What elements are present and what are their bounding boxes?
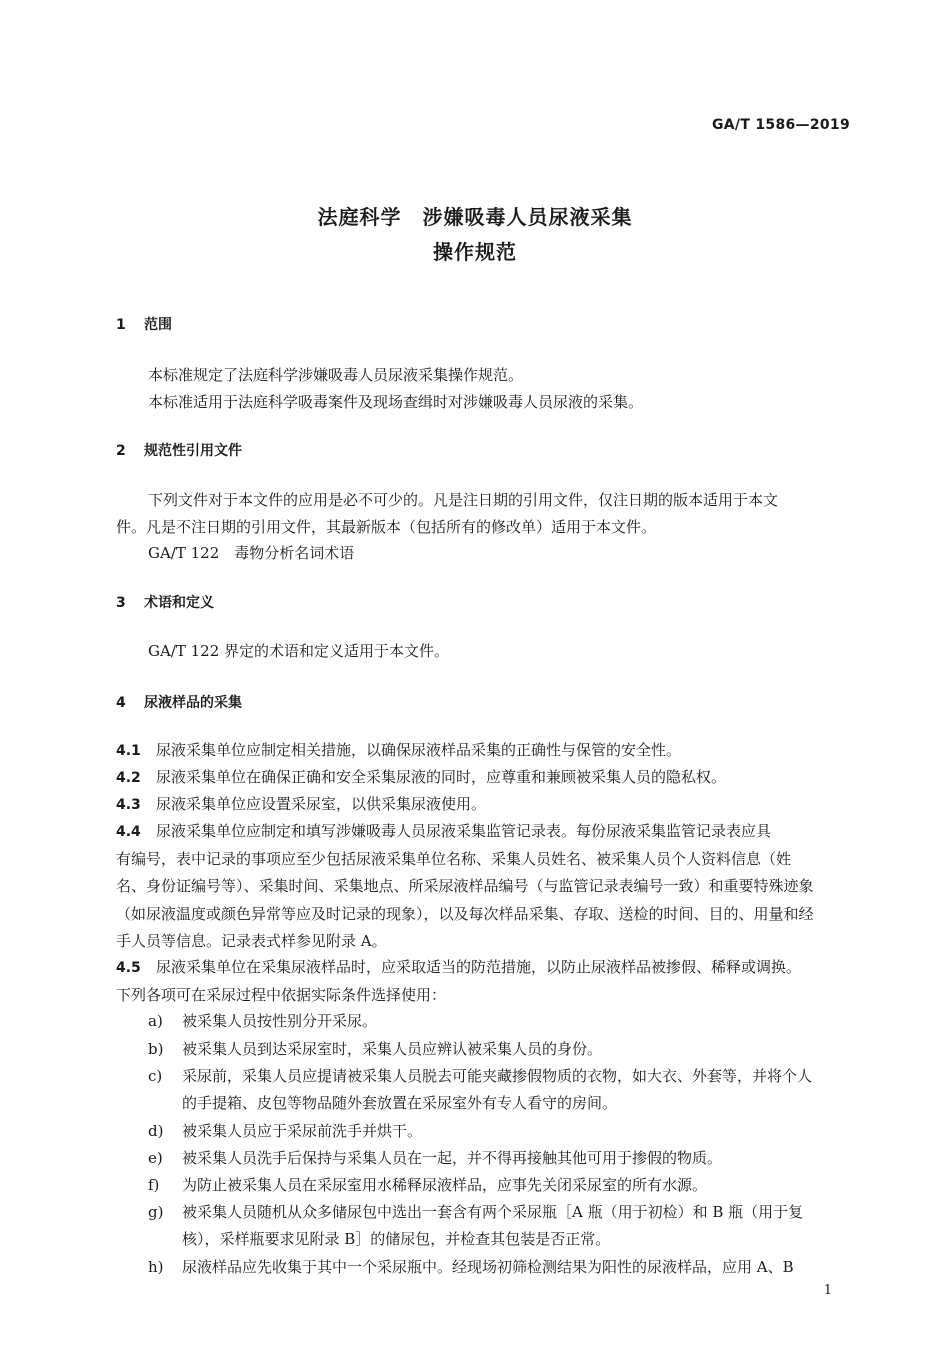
section-heading-normative-references (116, 440, 242, 460)
section-title: 范围 (144, 317, 172, 333)
references-paragraph-line2: 件。凡是不注日期的引用文件，其最新版本（包括所有的修改单）适用于本文件。 (116, 518, 657, 536)
clause-text-line2: 下列各项可在采尿过程中依据实际条件选择使用： (116, 986, 447, 1005)
section-heading-scope (116, 314, 172, 334)
clause-4-1 (116, 737, 856, 765)
list-item-text: 被采集人员应于采尿前洗手并烘干。 (182, 1122, 423, 1140)
section-number: 1 (116, 317, 126, 333)
list-item-text-line1: 被采集人员随机从众多储尿包中选出一套含有两个采尿瓶［A 瓶（用于初检）和 B 瓶（用于复 (182, 1203, 804, 1221)
list-item-f (148, 1172, 858, 1199)
list-item-text: 被采集人员按性别分开采尿。 (182, 1012, 378, 1030)
list-item-text-line1: 采尿前，采集人员应提请被采集人员脱去可能夹藏掺假物质的衣物，如大衣、外套等，并将个人 (182, 1067, 813, 1085)
clause-text-line5: 手人员等信息。记录表式样参见附录 A。 (116, 931, 387, 950)
list-item-label: b) (148, 1040, 164, 1058)
section-number: 4 (116, 695, 126, 711)
reference-entry: GA/T 122 毒物分析名词术语 (148, 544, 355, 562)
list-item-label: a) (148, 1012, 163, 1030)
list-item-label: d) (148, 1122, 164, 1140)
list-item-text: 为防止被采集人员在采尿室用水稀释尿液样品，应事先关闭采尿室的所有水源。 (182, 1176, 708, 1194)
list-item-g (148, 1199, 858, 1253)
document-title-line2: 操作规范 (433, 240, 517, 264)
document-title-line1: 法庭科学 涉嫌吸毒人员尿液采集 (317, 205, 633, 229)
list-item-label: g) (148, 1203, 164, 1221)
section-heading-urine-collection (116, 692, 242, 712)
clause-number: 4.1 (116, 743, 141, 759)
clause-text-line1: 尿液采集单位应制定和填写涉嫌吸毒人员尿液采集监管记录表。每份尿液采集监管记录表应具 (156, 822, 772, 840)
list-item-text: 尿液样品应先收集于其中一个采尿瓶中。经现场初筛检测结果为阳性的尿液样品，应用 A、B (182, 1258, 794, 1276)
list-item-text-line2: 的手提箱、皮包等物品随外套放置在采尿室外有专人看守的房间。 (182, 1094, 618, 1113)
clause-text-line3: 名、身份证编号等）、采集时间、采集地点、所采尿液样品编号（与监管记录表编号一致）和重要特殊迹象 (116, 877, 814, 896)
clause-text: 尿液采集单位在确保正确和安全采集尿液的同时，应尊重和兼顾被采集人员的隐私权。 (156, 768, 727, 786)
section-number: 3 (116, 595, 126, 611)
clause-number: 4.2 (116, 770, 141, 786)
list-item-text: 被采集人员到达采尿室时，采集人员应辨认被采集人员的身份。 (182, 1040, 603, 1058)
list-item-b (148, 1036, 858, 1063)
section-title: 尿液样品的采集 (144, 695, 242, 711)
list-item-e (148, 1145, 858, 1172)
clause-number: 4.4 (116, 824, 141, 840)
clause-4-5 (116, 954, 856, 1009)
list-item-label: c) (148, 1067, 163, 1085)
clause-text: 尿液采集单位应制定相关措施，以确保尿液样品采集的正确性与保管的安全性。 (156, 741, 682, 759)
references-paragraph-line1: 下列文件对于本文件的应用是必不可少的。凡是注日期的引用文件，仅注日期的版本适用于本文 (148, 491, 779, 509)
list-item-label: h) (148, 1258, 164, 1276)
clause-number: 4.5 (116, 960, 141, 976)
list-item-label: f) (148, 1176, 160, 1194)
clause-4-3 (116, 791, 856, 819)
terms-paragraph: GA/T 122 界定的术语和定义适用于本文件。 (148, 642, 450, 660)
clause-text: 尿液采集单位应设置采尿室，以供采集尿液使用。 (156, 795, 487, 813)
section-heading-terms (116, 592, 214, 612)
clause-text-line1: 尿液采集单位在采集尿液样品时，应采取适当的防范措施，以防止尿液样品被掺假、稀释或调换。 (156, 958, 802, 976)
list-item-text-line2: 核），采样瓶要求见附录 B］的储尿包，并检查其包装是否正常。 (182, 1230, 611, 1249)
list-item-a (148, 1008, 858, 1035)
clause-4-2 (116, 764, 856, 792)
scope-paragraph-1: 本标准规定了法庭科学涉嫌吸毒人员尿液采集操作规范。 (148, 366, 524, 384)
list-item-h (148, 1254, 858, 1281)
section-title: 术语和定义 (144, 595, 214, 611)
scope-paragraph-2: 本标准适用于法庭科学吸毒案件及现场查缉时对涉嫌吸毒人员尿液的采集。 (148, 393, 644, 411)
list-item-d (148, 1118, 858, 1145)
section-number: 2 (116, 443, 126, 459)
clause-text-line2: 有编号，表中记录的事项应至少包括尿液采集单位名称、采集人员姓名、被采集人员个人资料信息（姓 (116, 850, 792, 869)
list-item-label: e) (148, 1149, 163, 1167)
list-item-text: 被采集人员洗手后保持与采集人员在一起，并不得再接触其他可用于掺假的物质。 (182, 1149, 723, 1167)
list-item-c (148, 1063, 858, 1117)
section-title: 规范性引用文件 (144, 443, 242, 459)
clause-4-4 (116, 818, 856, 955)
clause-number: 4.3 (116, 797, 141, 813)
page-number: 1 (823, 1283, 832, 1298)
clause-text-line4: （如尿液温度或颜色异常等应及时记录的现象），以及每次样品采集、存取、送检的时间、目的、用量和经 (116, 904, 814, 923)
document-code: GA/T 1586—2019 (712, 117, 850, 133)
